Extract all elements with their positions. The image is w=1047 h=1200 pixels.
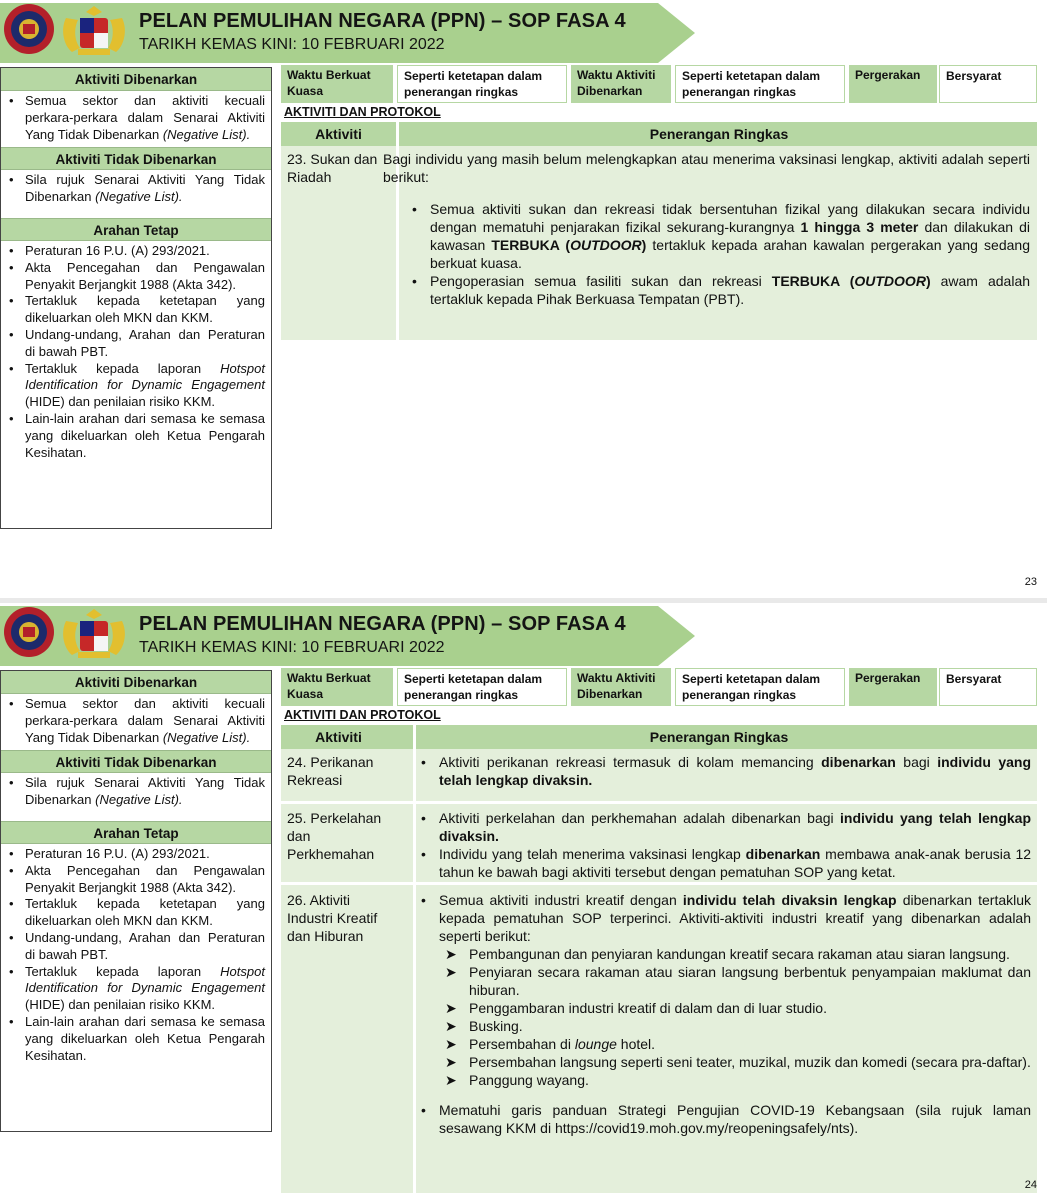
bullet-item: • Semua aktiviti industri kreatif dengan individu telah divaksin lengkap dibenarkan tertakluk kepada pematuhan SOP terperinci. Aktiviti-aktiviti industri kreatif yang dibenarkan adalah seperti berikut:: [417, 891, 1031, 945]
list-item: • Tertakluk kepada ketetapan yang dikeluarkan oleh MKN dan KKM.: [7, 293, 265, 327]
standing-orders-list: [1, 844, 271, 1068]
arrow-icon: ➤: [445, 1000, 457, 1016]
list-item: • Akta Pencegahan dan Pengawalan Penyakit Berjangkit 1988 (Akta 342).: [7, 863, 265, 897]
bullet-item: • Semua aktiviti sukan dan rekreasi tidak bersentuhan fizikal yang dilakukan secara individu dengan mematuhi penjarakan fizikal sekurang-kurangnya 1 hingga 3 meter dan dilakukan di kawasan TERBUKA (OUTDOOR) tertakluk kepada arahan kawalan pergerakan yang sedang berkuat kuasa.: [408, 200, 1030, 272]
protocol-table: [281, 122, 1037, 340]
list-item: • Undang-undang, Arahan dan Peraturan di bawah PBT.: [7, 930, 265, 964]
arrow-item: ➤ Persembahan di lounge hotel.: [445, 1036, 656, 1052]
allowed-list: [1, 694, 271, 750]
col-desc-header: Penerangan Ringkas: [649, 126, 789, 142]
list-item: • Peraturan 16 P.U. (A) 293/2021.: [7, 846, 265, 863]
page-header: [0, 0, 1047, 64]
description-cell: [417, 753, 1031, 789]
right-panel: [281, 668, 1037, 1198]
movement-label: Pergerakan: [849, 668, 937, 706]
page-header: [0, 603, 1047, 667]
mkn-logo-icon: [3, 606, 55, 658]
activity-cell: 25. Perkelahan dan Perkhemahan: [287, 810, 382, 862]
arrow-icon: ➤: [445, 964, 457, 980]
list-item: • Sila rujuk Senarai Aktiviti Yang Tidak Dibenarkan (Negative List).: [7, 775, 265, 809]
row-divider: [281, 801, 1037, 804]
list-item: • Tertakluk kepada laporan Hotspot Identification for Dynamic Engagement (HIDE) dan penilaian risiko KKM.: [7, 964, 265, 1014]
activity-time-label: Waktu Aktiviti Dibenarkan: [571, 65, 671, 103]
effective-time-label: Waktu Berkuat Kuasa: [281, 668, 393, 706]
table-header: [281, 725, 1037, 749]
activity-time-value: Seperti ketetapan dalam penerangan ringkas: [675, 65, 845, 103]
intro-text: Bagi individu yang masih belum melengkapkan atau menerima vaksinasi lengkap, aktiviti adalah seperti berikut:: [383, 151, 1030, 185]
allowed-list: [1, 91, 271, 147]
list-item: • Semua sektor dan aktiviti kecuali perkara-perkara dalam Senarai Aktiviti Yang Tidak Dibenarkan (Negative List).: [7, 696, 265, 746]
protocol-table: [281, 725, 1037, 1193]
activity-time-value: Seperti ketetapan dalam penerangan ringkas: [675, 668, 845, 706]
arrow-icon: ➤: [445, 946, 457, 962]
list-item: • Sila rujuk Senarai Aktiviti Yang Tidak Dibenarkan (Negative List).: [7, 172, 265, 206]
bullet-item: • Aktiviti perkelahan dan perkhemahan adalah dibenarkan bagi individu yang telah lengkap divaksin.: [417, 809, 1031, 845]
mkn-logo-icon: [3, 3, 55, 55]
not-allowed-heading: Aktiviti Tidak Dibenarkan: [1, 147, 271, 170]
right-panel: [281, 65, 1037, 340]
page-number: 24: [1024, 1179, 1037, 1191]
col-activity-header: Aktiviti: [315, 126, 362, 142]
section-label: AKTIVITI DAN PROTOKOL: [284, 708, 441, 722]
arrow-item: ➤ Penggambaran industri kreatif di dalam dan di luar studio.: [445, 1000, 827, 1016]
movement-value: Bersyarat: [939, 668, 1037, 706]
bullet-item: • Pengoperasian semua fasiliti sukan dan rekreasi TERBUKA (OUTDOOR) awam adalah tertakluk kepada Pihak Berkuasa Tempatan (PBT).: [408, 272, 1030, 308]
list-item: • Lain-lain arahan dari semasa ke semasa yang dikeluarkan oleh Ketua Pengarah Kesihatan.: [7, 411, 265, 461]
arrow-item: ➤ Busking.: [445, 1018, 523, 1034]
standing-orders-heading: Arahan Tetap: [1, 218, 271, 241]
table-header: [281, 122, 1037, 146]
page-title: PELAN PEMULIHAN NEGARA (PPN) – SOP FASA 4: [139, 10, 626, 32]
coat-of-arms-icon: [58, 4, 130, 56]
arrow-icon: ➤: [445, 1054, 457, 1070]
allowed-heading: Aktiviti Dibenarkan: [1, 671, 271, 694]
list-item: • Undang-undang, Arahan dan Peraturan di bawah PBT.: [7, 327, 265, 361]
row-divider: [281, 882, 1037, 885]
bullet-item: • Aktiviti perikanan rekreasi termasuk di kolam memancing dibenarkan bagi individu yang telah lengkap divaksin.: [417, 753, 1031, 789]
column-divider: [413, 725, 416, 1193]
not-allowed-list: [1, 773, 271, 813]
bullet-item: • Mematuhi garis panduan Strategi Pengujian COVID-19 Kebangsaan (sila rujuk laman sesawang KKM di https://covid19.moh.gov.my/reopeningsafely/nts).: [417, 1101, 1031, 1137]
coat-of-arms-icon: [58, 607, 130, 659]
activity-time-label: Waktu Aktiviti Dibenarkan: [571, 668, 671, 706]
arrow-item: ➤ Penyiaran secara rakaman atau siaran langsung berbentuk penyampaian maklumat dan hiburan.: [445, 964, 1031, 998]
page-subtitle: TARIKH KEMAS KINI: 10 FEBRUARI 2022: [139, 36, 445, 53]
effective-time-value: Seperti ketetapan dalam penerangan ringkas: [397, 668, 567, 706]
not-allowed-list: [1, 170, 271, 210]
list-item: • Lain-lain arahan dari semasa ke semasa yang dikeluarkan oleh Ketua Pengarah Kesihatan.: [7, 1014, 265, 1064]
list-item: • Tertakluk kepada laporan Hotspot Identification for Dynamic Engagement (HIDE) dan penilaian risiko KKM.: [7, 361, 265, 411]
arrow-item: ➤ Pembangunan dan penyiaran kandungan kreatif secara rakaman atau siaran langsung.: [445, 946, 1010, 962]
movement-value: Bersyarat: [939, 65, 1037, 103]
description-cell: [417, 809, 1031, 881]
col-desc-header: Penerangan Ringkas: [649, 729, 789, 745]
activity-cell: 26. Aktiviti Industri Kreatif dan Hiburan: [287, 892, 378, 944]
page-number: 23: [1024, 576, 1037, 588]
allowed-heading: Aktiviti Dibenarkan: [1, 68, 271, 91]
movement-label: Pergerakan: [849, 65, 937, 103]
description-cell: [383, 150, 1031, 308]
list-item: • Akta Pencegahan dan Pengawalan Penyakit Berjangkit 1988 (Akta 342).: [7, 260, 265, 294]
info-row: [281, 668, 1037, 706]
activity-cell: 24. Perikanan Rekreasi: [287, 754, 374, 788]
list-item: • Tertakluk kepada ketetapan yang dikeluarkan oleh MKN dan KKM.: [7, 896, 265, 930]
page-24: [0, 603, 1047, 1200]
activity-cell: 23. Sukan dan Riadah: [287, 151, 378, 185]
section-label: AKTIVITI DAN PROTOKOL: [284, 105, 441, 119]
effective-time-value: Seperti ketetapan dalam penerangan ringkas: [397, 65, 567, 103]
effective-time-label: Waktu Berkuat Kuasa: [281, 65, 393, 103]
info-row: [281, 65, 1037, 103]
standing-orders-heading: Arahan Tetap: [1, 821, 271, 844]
standing-orders-list: [1, 241, 271, 465]
page-subtitle: TARIKH KEMAS KINI: 10 FEBRUARI 2022: [139, 639, 445, 656]
arrow-item: ➤ Persembahan langsung seperti seni teater, muzikal, muzik dan komedi (secara pra-daftar).: [445, 1054, 1031, 1070]
arrow-item: ➤ Panggung wayang.: [445, 1072, 589, 1088]
left-panel: [0, 670, 272, 1132]
list-item: • Semua sektor dan aktiviti kecuali perkara-perkara dalam Senarai Aktiviti Yang Tidak Dibenarkan (Negative List).: [7, 93, 265, 143]
page-title: PELAN PEMULIHAN NEGARA (PPN) – SOP FASA 4: [139, 613, 626, 635]
left-panel: [0, 67, 272, 529]
col-activity-header: Aktiviti: [315, 729, 362, 745]
list-item: • Peraturan 16 P.U. (A) 293/2021.: [7, 243, 265, 260]
arrow-icon: ➤: [445, 1072, 457, 1088]
not-allowed-heading: Aktiviti Tidak Dibenarkan: [1, 750, 271, 773]
bullet-item: • Individu yang telah menerima vaksinasi lengkap dibenarkan membawa anak-anak berusia 12 tahun ke bawah bagi aktiviti tersebut dengan pematuhan SOP yang ketat.: [417, 845, 1031, 881]
arrow-icon: ➤: [445, 1018, 457, 1034]
arrow-icon: ➤: [445, 1036, 457, 1052]
description-cell: [417, 891, 1031, 1137]
